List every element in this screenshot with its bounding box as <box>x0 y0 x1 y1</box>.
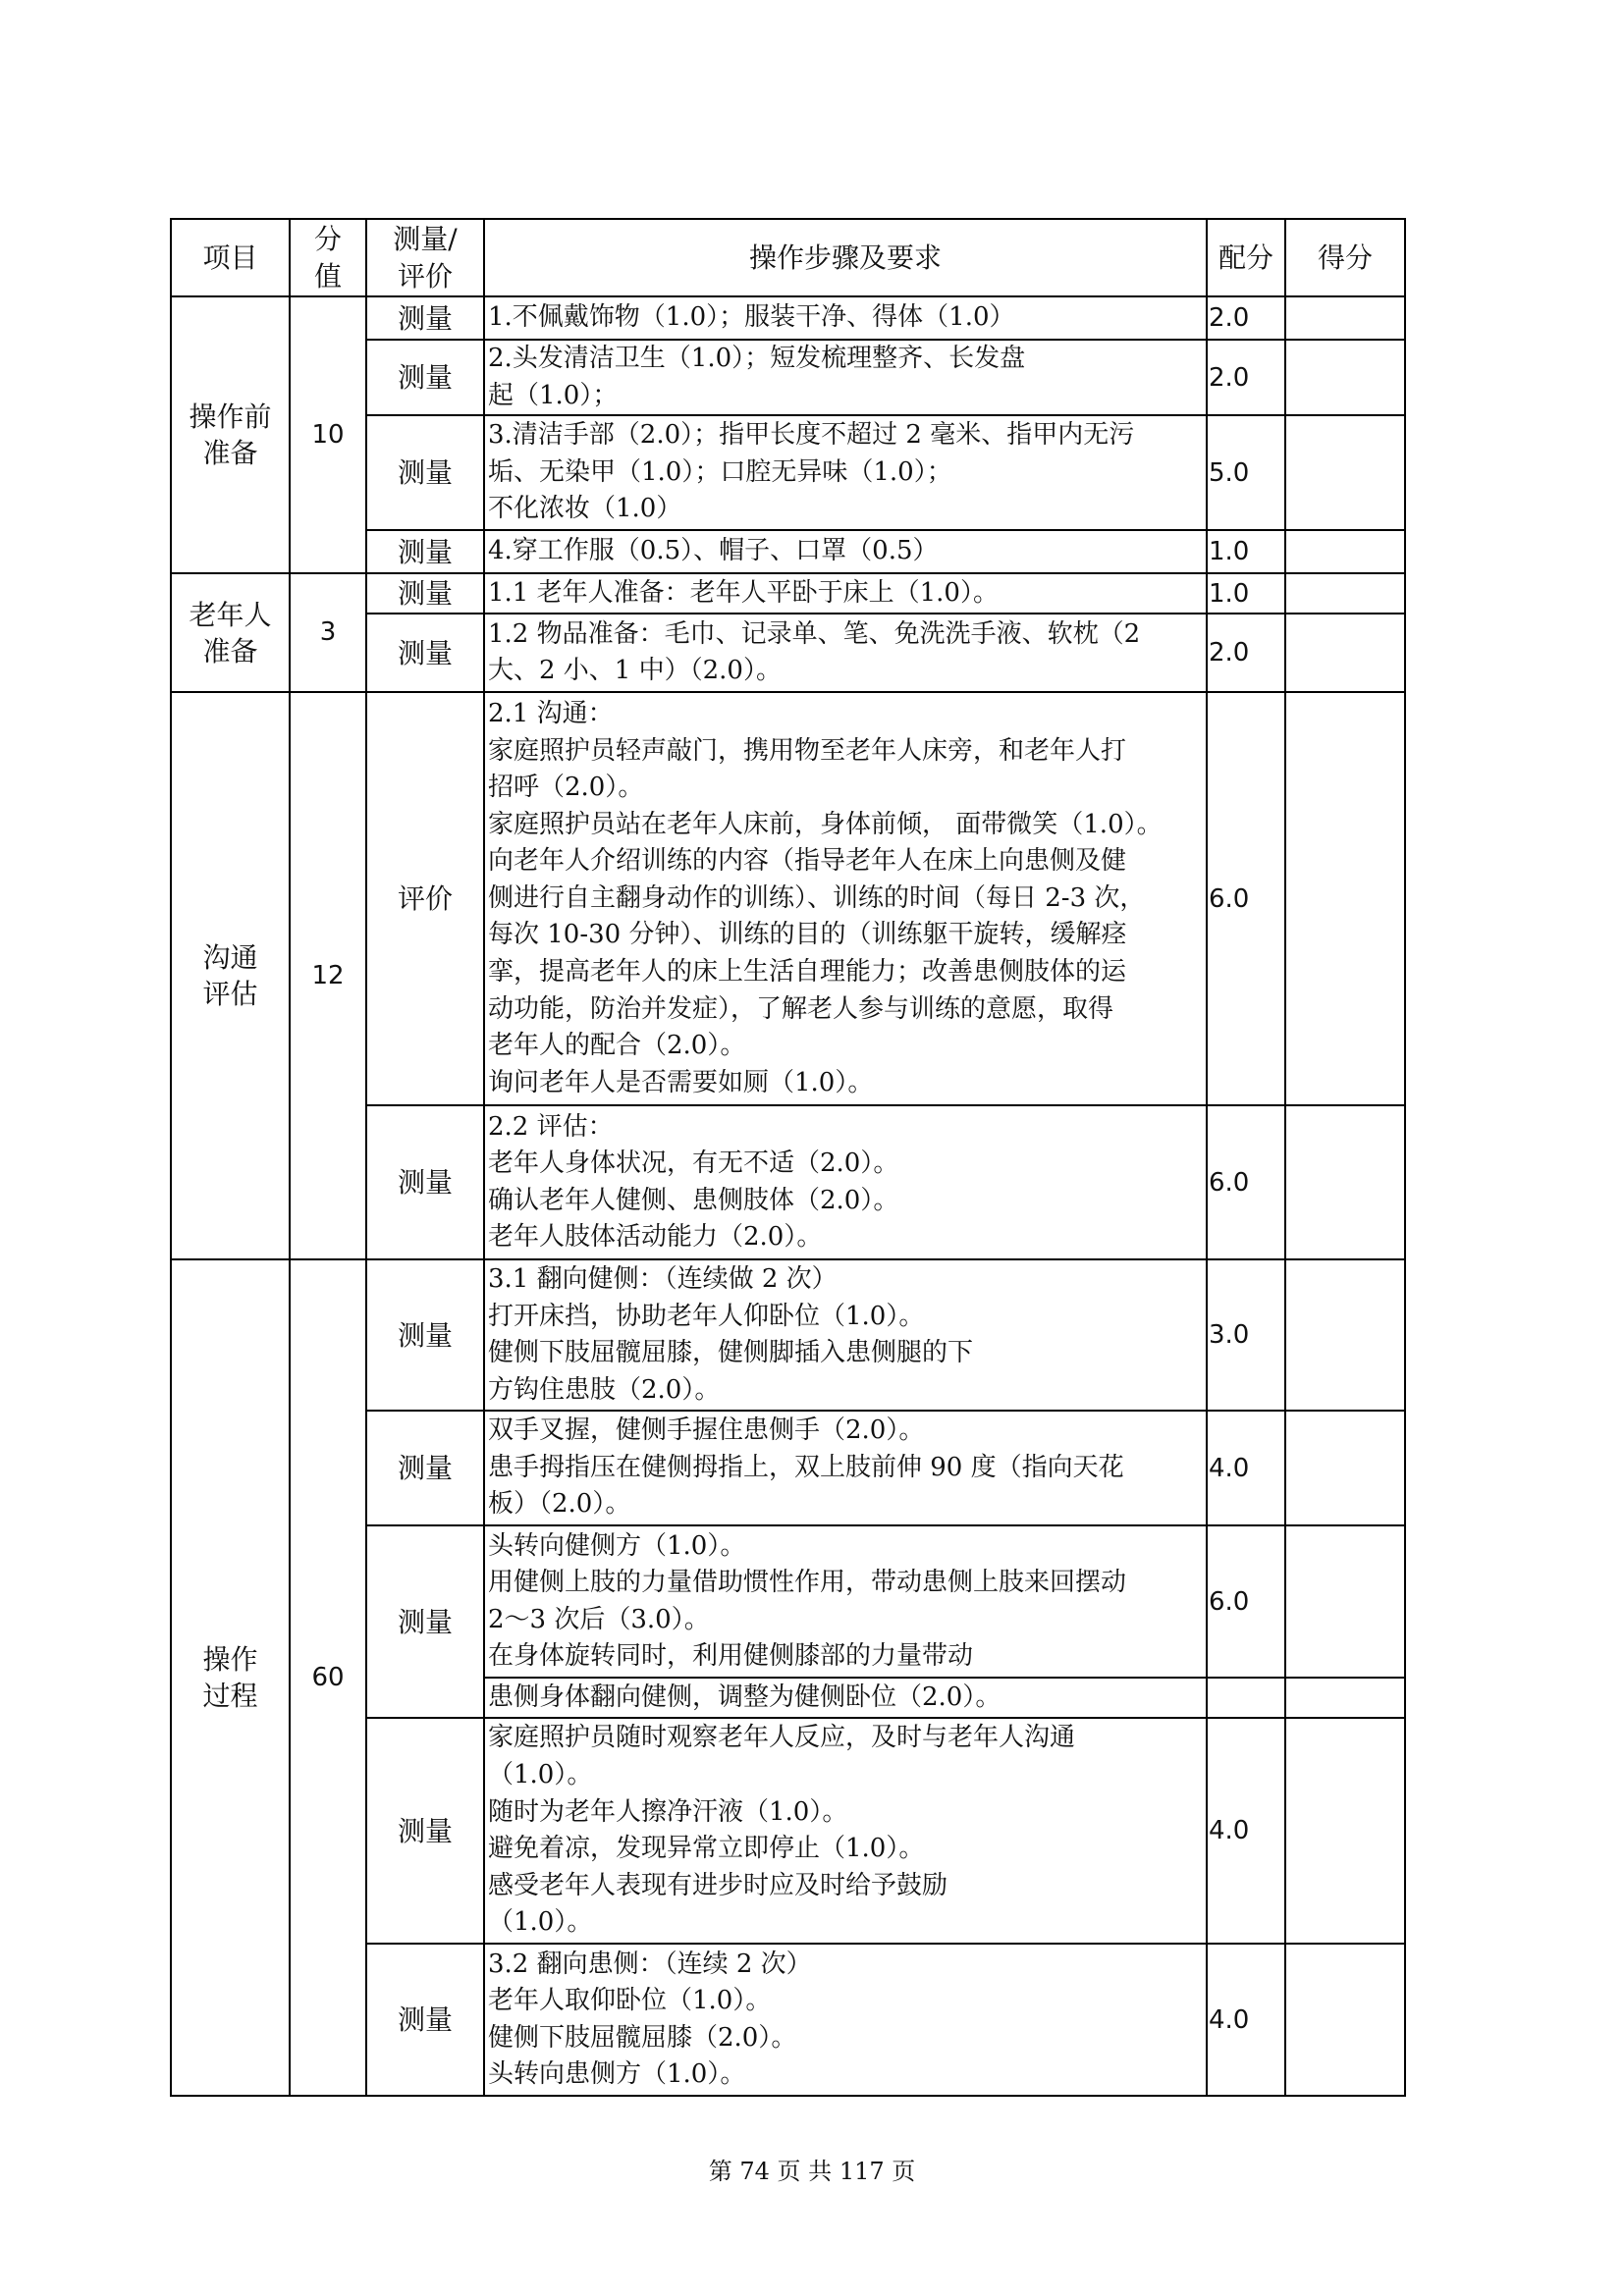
requirement-line: 家庭照护员轻声敲门，携用物至老年人床旁，和老年人打 <box>488 735 1127 766</box>
allocated-score: 3.0 <box>1207 1259 1285 1411</box>
requirement-text <box>484 1944 1207 2096</box>
header-steps: 操作步骤及要求 <box>484 219 1207 296</box>
section-name: 操作 过程 <box>171 1259 290 2096</box>
requirement-line: 感受老年人表现有进步时应及时给予鼓励 <box>488 1870 948 1900</box>
section-name: 沟通 评估 <box>171 692 290 1259</box>
scoring-table <box>170 218 1406 2097</box>
header-type: 测量/ 评价 <box>366 219 484 296</box>
earned-score-cell[interactable] <box>1285 1411 1405 1525</box>
header-earned: 得分 <box>1285 219 1405 296</box>
requirement-line: 3.2 翻向患侧：（连续 2 次） <box>488 1949 812 1979</box>
requirement-line: 老年人肢体活动能力（2.0）。 <box>488 1222 823 1253</box>
measure-type: 测量 <box>366 340 484 415</box>
measure-type: 测量 <box>366 573 484 614</box>
requirement-line: 健侧下肢屈髋屈膝（2.0）。 <box>488 2022 797 2053</box>
requirement-line: 起（1.0）； <box>488 380 619 410</box>
section-points: 10 <box>290 296 366 573</box>
measure-type: 评价 <box>366 692 484 1105</box>
requirement-line: 老年人身体状况，有无不适（2.0）。 <box>488 1148 899 1179</box>
requirement-text <box>484 1718 1207 1944</box>
requirement-line: 头转向健侧方（1.0）。 <box>488 1530 746 1561</box>
requirement-line: 在身体旋转同时，利用健侧膝部的力量带动 <box>488 1641 974 1672</box>
header-points: 分 值 <box>290 219 366 296</box>
requirement-line: 侧进行自主翻身动作的训练）、训练的时间（每日 2-3 次， <box>488 882 1146 913</box>
earned-score-cell[interactable] <box>1285 1259 1405 1411</box>
requirement-line: 老年人取仰卧位（1.0）。 <box>488 1986 772 2016</box>
earned-score-cell[interactable] <box>1285 340 1405 415</box>
allocated-score: 1.0 <box>1207 530 1285 573</box>
section-points: 3 <box>290 573 366 692</box>
earned-score-cell[interactable] <box>1285 614 1405 692</box>
header-item: 项目 <box>171 219 290 296</box>
allocated-score: 6.0 <box>1207 1105 1285 1259</box>
earned-score-cell[interactable] <box>1285 692 1405 1105</box>
table-row <box>171 573 1405 614</box>
requirement-line: 双手叉握，健侧手握住患侧手（2.0）。 <box>488 1415 925 1446</box>
table-row <box>171 692 1405 1105</box>
requirement-line: 询问老年人是否需要如厕（1.0）。 <box>488 1067 874 1097</box>
requirement-text <box>484 1411 1207 1525</box>
requirement-line: 用健侧上肢的力量借助惯性作用，带动患侧上肢来回摆动 <box>488 1568 1127 1598</box>
allocated-score: 6.0 <box>1207 1525 1285 1678</box>
earned-score-cell[interactable] <box>1285 1678 1405 1718</box>
requirement-line: 老年人的配合（2.0）。 <box>488 1031 746 1061</box>
measure-type: 测量 <box>366 296 484 340</box>
requirement-line: （1.0）。 <box>488 1760 593 1789</box>
requirement-line: 垢、无染甲（1.0）；口腔无异味（1.0）； <box>488 456 952 487</box>
requirement-text <box>484 1678 1207 1718</box>
page-total: 117 <box>839 2158 885 2185</box>
header-allocated: 配分 <box>1207 219 1285 296</box>
table-row <box>171 296 1405 340</box>
page-number: 74 <box>739 2158 770 2185</box>
requirement-line: 1.1 老年人准备：老年人平卧于床上（1.0）。 <box>488 577 999 608</box>
requirement-line: 健侧下肢屈髋屈膝，健侧脚插入患侧腿的下 <box>488 1338 974 1368</box>
table-row <box>171 1259 1405 1411</box>
requirement-line: 动功能，防治并发症），了解老人参与训练的意愿，取得 <box>488 993 1114 1024</box>
earned-score-cell[interactable] <box>1285 1525 1405 1678</box>
measure-type: 测量 <box>366 614 484 692</box>
allocated-score: 4.0 <box>1207 1944 1285 2096</box>
requirement-line: 2.头发清洁卫生（1.0）；短发梳理整齐、长发盘 <box>488 344 1026 373</box>
allocated-score: 4.0 <box>1207 1411 1285 1525</box>
measure-type: 测量 <box>366 530 484 573</box>
requirement-text <box>484 296 1207 340</box>
requirement-line: 2～3 次后（3.0）。 <box>488 1604 710 1634</box>
measure-type: 测量 <box>366 1944 484 2096</box>
earned-score-cell[interactable] <box>1285 530 1405 573</box>
allocated-score: 5.0 <box>1207 415 1285 530</box>
requirement-line: 2.1 沟通： <box>488 698 614 728</box>
requirement-line: 患手拇指压在健侧拇指上，双上肢前伸 90 度（指向天花 <box>488 1452 1124 1482</box>
measure-type: 测量 <box>366 1105 484 1259</box>
requirement-line: 板）（2.0）。 <box>488 1489 631 1520</box>
requirement-line: 打开床挡，协助老年人仰卧位（1.0）。 <box>488 1301 925 1331</box>
allocated-score: 4.0 <box>1207 1718 1285 1944</box>
requirement-line: 避免着凉，发现异常立即停止（1.0）。 <box>488 1834 925 1864</box>
earned-score-cell[interactable] <box>1285 296 1405 340</box>
requirement-line: 随时为老年人擦净汗液（1.0）。 <box>488 1796 848 1827</box>
requirement-line: 招呼（2.0）。 <box>488 773 644 803</box>
section-name: 老年人 准备 <box>171 573 290 692</box>
allocated-score: 6.0 <box>1207 692 1285 1105</box>
requirement-line: 4.穿工作服（0.5）、帽子、口罩（0.5） <box>488 536 939 566</box>
requirement-text <box>484 530 1207 573</box>
requirement-text <box>484 1105 1207 1259</box>
allocated-score: 2.0 <box>1207 614 1285 692</box>
requirement-text <box>484 1525 1207 1678</box>
measure-type: 测量 <box>366 415 484 530</box>
requirement-line: 1.2 物品准备：毛巾、记录单、笔、免洗洗手液、软枕（2 <box>488 618 1141 649</box>
requirement-line: 大、2 小、1 中）（2.0）。 <box>488 656 782 686</box>
allocated-score: 1.0 <box>1207 573 1285 614</box>
requirement-line: 1.不佩戴饰物（1.0）；服装干净、得体（1.0） <box>488 302 1015 333</box>
section-points: 60 <box>290 1259 366 2096</box>
earned-score-cell[interactable] <box>1285 1944 1405 2096</box>
section-name: 操作前 准备 <box>171 296 290 573</box>
measure-type: 测量 <box>366 1525 484 1718</box>
requirement-line: 家庭照护员随时观察老年人反应，及时与老年人沟通 <box>488 1723 1076 1753</box>
requirement-text <box>484 1259 1207 1411</box>
earned-score-cell[interactable] <box>1285 573 1405 614</box>
requirement-line: 家庭照护员站在老年人床前，身体前倾， 面带微笑（1.0）。 <box>488 809 1163 839</box>
requirement-line: 头转向患侧方（1.0）。 <box>488 2059 746 2090</box>
requirement-line: 3.1 翻向健侧：（连续做 2 次） <box>488 1264 838 1294</box>
requirement-line: 3.清洁手部（2.0）；指甲长度不超过 2 毫米、指甲内无污 <box>488 420 1135 451</box>
requirement-line: 不化浓妆（1.0） <box>488 494 682 524</box>
earned-score-cell[interactable] <box>1285 415 1405 530</box>
page-footer: 第 74 页 共 117 页 <box>708 2158 916 2185</box>
measure-type: 测量 <box>366 1411 484 1525</box>
requirement-text <box>484 340 1207 415</box>
requirement-line: 方钩住患肢（2.0）。 <box>488 1374 721 1405</box>
measure-type: 测量 <box>366 1718 484 1944</box>
requirement-line: 患侧身体翻向健侧，调整为健侧卧位（2.0）。 <box>488 1682 1001 1712</box>
requirement-line: 每次 10-30 分钟）、训练的目的（训练躯干旋转，缓解痉 <box>488 920 1127 950</box>
requirement-text <box>484 573 1207 614</box>
requirement-line: 向老年人介绍训练的内容（指导老年人在床上向患侧及健 <box>488 846 1127 877</box>
table-body <box>171 296 1405 2096</box>
earned-score-cell[interactable] <box>1285 1105 1405 1259</box>
requirement-text <box>484 415 1207 530</box>
requirement-line: 2.2 评估： <box>488 1111 614 1142</box>
requirement-line: 挛，提高老年人的床上生活自理能力；改善患侧肢体的运 <box>488 957 1127 988</box>
header-row <box>171 219 1405 296</box>
requirement-text <box>484 692 1207 1105</box>
requirement-line: 确认老年人健侧、患侧肢体（2.0）。 <box>488 1185 899 1215</box>
earned-score-cell[interactable] <box>1285 1718 1405 1944</box>
requirement-line: （1.0）。 <box>488 1907 593 1938</box>
allocated-score <box>1207 1678 1285 1718</box>
section-points: 12 <box>290 692 366 1259</box>
measure-type: 测量 <box>366 1259 484 1411</box>
allocated-score: 2.0 <box>1207 340 1285 415</box>
requirement-text <box>484 614 1207 692</box>
allocated-score: 2.0 <box>1207 296 1285 340</box>
